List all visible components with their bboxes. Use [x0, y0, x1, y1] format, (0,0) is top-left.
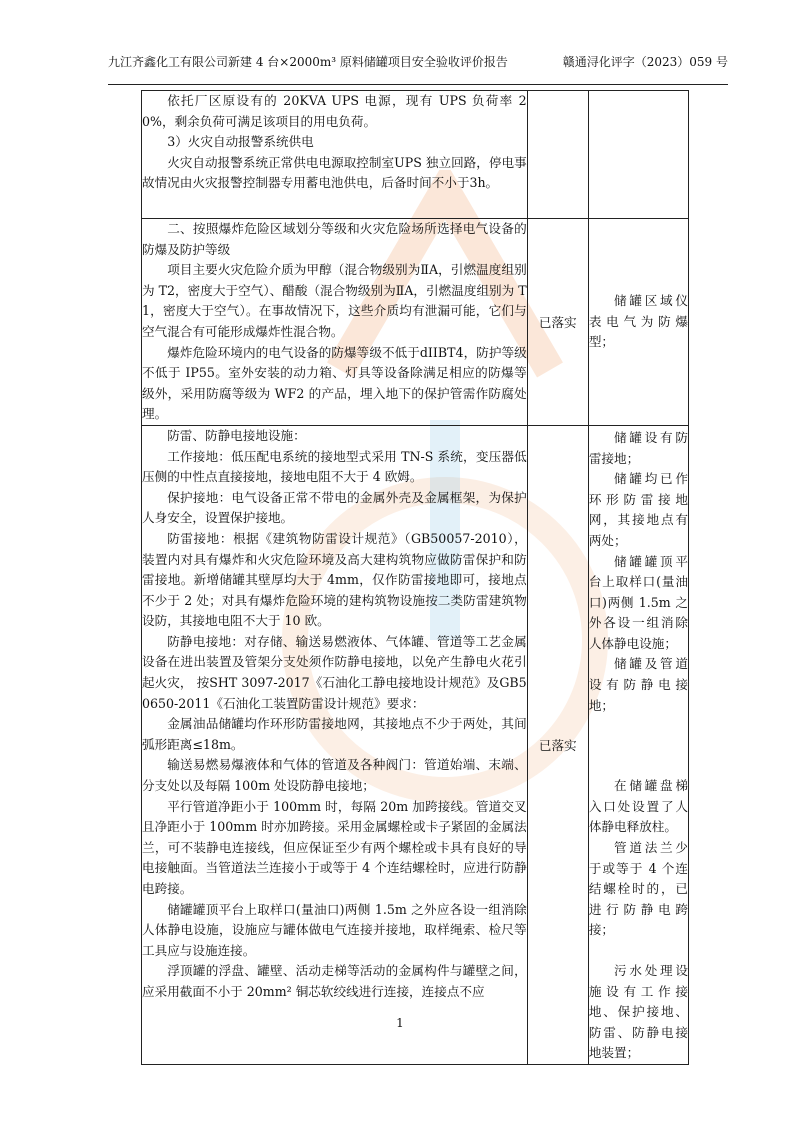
paragraph: 3）火灾自动报警系统供电 [167, 134, 314, 150]
header-title: 九江齐鑫化工有限公司新建 4 台×2000m³ 原料储罐项目安全验收评价报告 [108, 55, 508, 69]
note-cell [588, 219, 688, 426]
measure-cell [142, 219, 528, 426]
note-cell [588, 425, 688, 1064]
paragraph: 防雷接地：根据《建筑物防雷设计规范》（GB50057-2010），装置内对具有爆炸和火灾危险环境及高大建构筑物应做防雷保护和防雷接地。新增储罐其壁厚均大于 4mm，仅作防雷接地即可，接地点不少于 2 处；对具有爆炸危险环境的建构筑物设施按二类防雷建筑物设防，其接地电阻不大于 10 欧。 [142, 530, 527, 629]
acceptance-table [141, 90, 689, 1065]
section-heading: 二、按照爆炸危险区域划分等级和火灾危险场所选择电气设备的防爆及防护等级 [142, 221, 527, 257]
paragraph: 依托厂区原设有的 20KVA UPS 电源，现有 UPS 负荷率 20%，剩余负荷可满足该项目的用电负荷。 [142, 93, 527, 129]
table-row [142, 425, 689, 1064]
paragraph: 工作接地：低压配电系统的接地型式采用 TN-S 系统，变压器低压侧的中性点直接接地，接地电阻不大于 4 欧姆。 [142, 448, 527, 485]
note-text: 在储罐盘梯入口处设置了人体静电释放柱。 [588, 778, 688, 835]
note-text: 污水处理设施设有工作接地、保护接地、防雷、防静电接地装置； [588, 963, 688, 1061]
note-cell [588, 91, 688, 219]
note-text: 储罐均已作环形防雷接地网，其接地点有两处； [588, 471, 688, 548]
paragraph: 保护接地：电气设备正常不带电的金属外壳及金属框架，为保护人身安全，设置保护接地。 [142, 489, 527, 526]
status-cell: 已落实 [527, 425, 588, 1064]
paragraph: 爆炸危险环境内的电气设备的防爆等级不低于dIIBT4，防护等级不低于 IP55。室外安装的动力箱、灯具等设备除满足相应的防爆等级外，采用防腐等级为 WF2 的产品，埋入地下的保护管需作防腐处理。 [142, 344, 527, 422]
table-row [142, 91, 689, 219]
measure-cell [142, 425, 528, 1064]
paragraph: 平行管道净距小于 100mm 时，每隔 20m 加跨接线。管道交叉且净距小于 100mm 时亦加跨接。采用金属螺栓或卡子紧固的金属法兰，可不装静电连接线，但应保证至少有两个螺栓或卡具有良好的导电接触面。当管道法兰连接小于或等于 4 个连结螺栓时，应进行防静电跨接。 [142, 798, 527, 896]
paragraph: 输送易燃易爆液体和气体的管道及各种阀门：管道始端、末端、分支处以及每隔 100m 处设防静电接地； [142, 757, 527, 794]
note-text: 储罐区域仪表电气为防爆型； [588, 293, 688, 350]
paragraph: 防静电接地：对存储、输送易燃液体、气体罐、管道等工艺金属设备在进出装置及管架分支处须作防静电接地，以免产生静电火花引起火灾， 按SHT 3097-2017《石油化工静电接地设计规范》及GB50650-2011《石油化工装置防雷设计规范》要求： [142, 633, 527, 711]
note-text: 储罐罐顶平台上取样口(量油口)两侧 1.5m 之外各设一组消除人体静电设施； [588, 553, 688, 651]
note-text: 储罐及管道设有防静电接地； [588, 656, 688, 713]
page-number: 1 [396, 1016, 404, 1030]
status-cell [527, 91, 588, 219]
header-report-number: 赣通浔化评字（2023）059 号 [562, 55, 728, 69]
page-header [108, 54, 728, 70]
table-row [142, 219, 689, 426]
measure-cell [142, 91, 528, 219]
paragraph: 防雷、防静电接地设施： [167, 427, 306, 443]
paragraph: 储罐罐顶平台上取样口(量油口)两侧 1.5m 之外应各设一组消除人体静电设施，设施应与罐体做电气连接并接地，取样绳索、检尺等工具应与设施连接。 [142, 901, 527, 958]
paragraph: 火灾自动报警系统正常供电电源取控制室UPS 独立回路，停电事故情况由火灾报警控制器专用蓄电池供电，后备时间不小于3h。 [142, 154, 527, 191]
header-rule [108, 84, 728, 85]
note-text: 储罐设有防雷接地； [588, 429, 688, 466]
paragraph: 浮顶罐的浮盘、罐壁、活动走梯等活动的金属构件与罐壁之间，应采用截面不小于 20mm² 铜芯软绞线进行连接，连接点不应 [142, 963, 527, 999]
paragraph: 项目主要火灾危险介质为甲醇（混合物级别为ⅡA，引燃温度组别为 T2，密度大于空气）、醋酸（混合物级别为ⅡA，引燃温度组别为 T1，密度大于空气）。在事故情况下，这些介质均有泄漏可能，它们与空气混合有可能形成爆炸性混合物。 [142, 262, 527, 339]
status-cell: 已落实 [527, 219, 588, 426]
note-text: 管道法兰少于或等于 4 个连结螺栓时的，已进行防静电跨接； [588, 840, 688, 938]
paragraph: 金属油品储罐均作环形防雷接地网，其接地点不少于两处，其间弧形距离≤18m。 [142, 716, 527, 752]
